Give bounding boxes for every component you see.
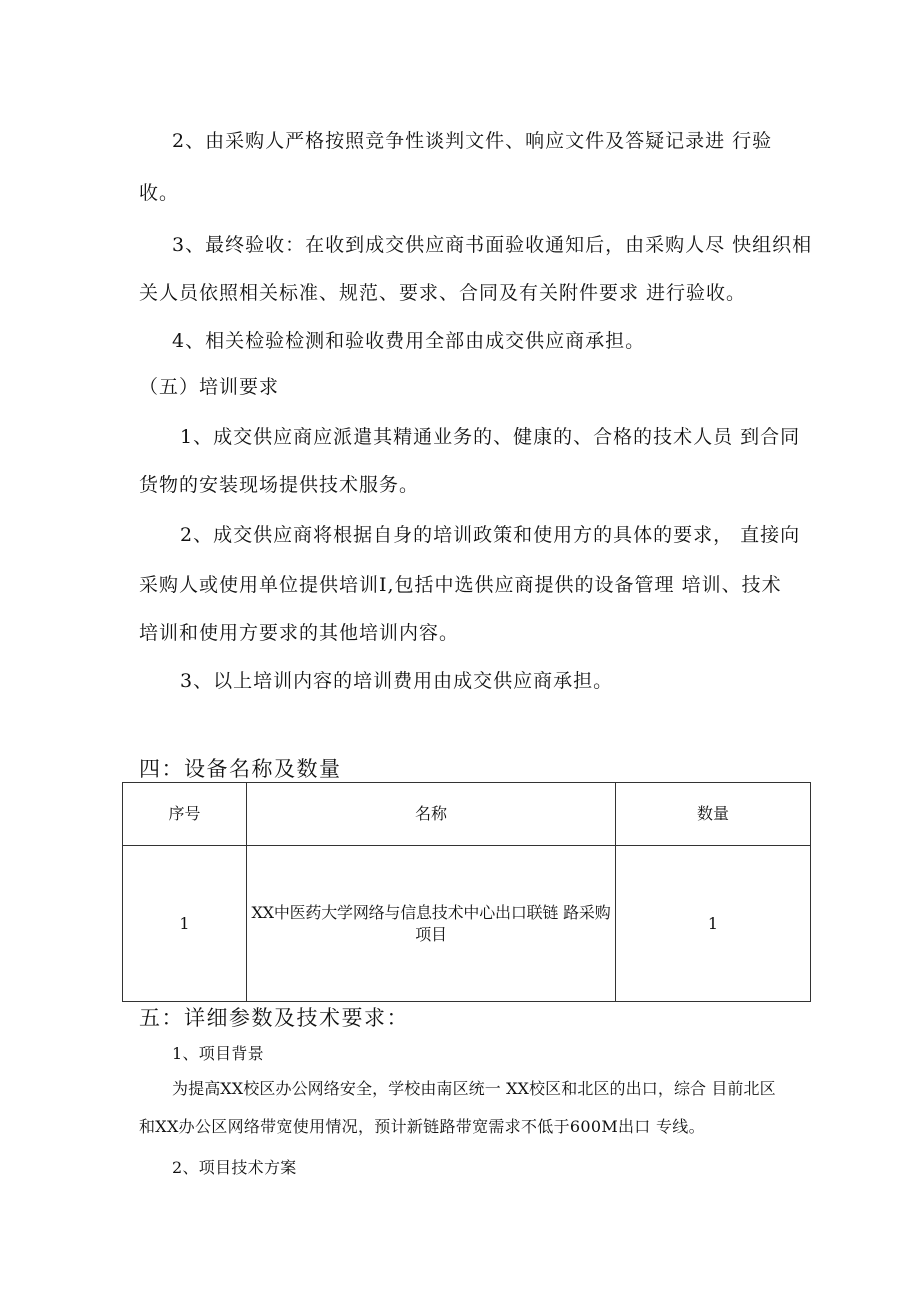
training-item-2-line2: 采购人或使用单位提供培训I,包括中选供应商提供的设备管理 培训、技术 — [139, 574, 782, 596]
project-background-line1: 为提高XX校区办公网络安全，学校由南区统一 XX校区和北区的出口，综合 目前北区 — [172, 1079, 776, 1098]
table-header-row — [123, 783, 811, 846]
project-background-line2: 和XX办公区网络带宽使用情况，预计新链路带宽需求不低于600M出口 专线。 — [139, 1117, 705, 1136]
cell-index: 1 — [123, 846, 247, 1002]
header-quantity: 数量 — [616, 783, 811, 846]
header-name: 名称 — [247, 783, 616, 846]
training-item-1-line2: 货物的安装现场提供技术服务。 — [139, 474, 420, 496]
training-heading: （五）培训要求 — [139, 376, 280, 398]
acceptance-item-4: 4、相关检验检测和验收费用全部由成交供应商承担。 — [172, 330, 646, 352]
equipment-table — [122, 782, 811, 1002]
cell-quantity: 1 — [616, 846, 811, 1002]
training-item-3: 3、以上培训内容的培训费用由成交供应商承担。 — [180, 670, 614, 692]
section-5-heading: 五：详细参数及技术要求： — [139, 1006, 409, 1030]
acceptance-item-3-line1: 3、最终验收：在收到成交供应商书面验收通知后，由采购人尽 快组织相 — [172, 234, 813, 256]
cell-name: XX中医药大学网络与信息技术中心出口联链 路采购项目 — [247, 846, 616, 1002]
technical-plan-title: 2、项目技术方案 — [172, 1158, 297, 1177]
training-item-1-line1: 1、成交供应商应派遣其精通业务的、健康的、合格的技术人员 到合同 — [180, 426, 801, 448]
training-item-2-line1: 2、成交供应商将根据自身的培训政策和使用方的具体的要求， 直接向 — [180, 524, 801, 546]
project-background-title: 1、项目背景 — [172, 1044, 264, 1063]
section-4-heading: 四：设备名称及数量 — [139, 757, 342, 781]
acceptance-item-2-line2: 收。 — [139, 182, 180, 204]
table-row — [123, 846, 811, 1002]
header-index: 序号 — [123, 783, 247, 846]
acceptance-item-2-line1: 2、由采购人严格按照竞争性谈判文件、响应文件及答疑记录进 行验 — [172, 130, 773, 152]
training-item-2-line3: 培训和使用方要求的其他培训内容。 — [139, 622, 460, 644]
acceptance-item-3-line2: 关人员依照相关标准、规范、要求、合同及有关附件要求 进行验收。 — [139, 282, 747, 304]
